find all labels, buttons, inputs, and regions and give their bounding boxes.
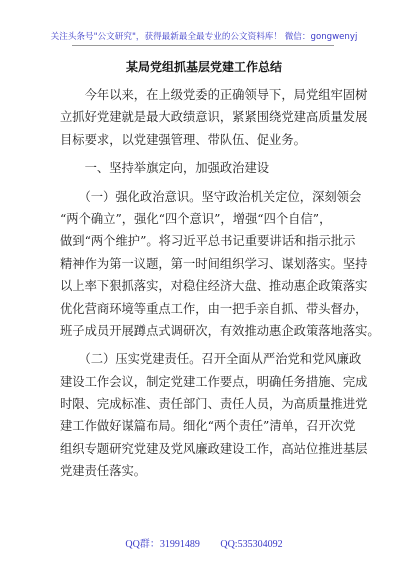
text-line: 一、坚持举旗定向，加强政治建设 xyxy=(60,161,270,176)
qq-group-label: QQ群：31991489 xyxy=(125,539,200,550)
page-footer xyxy=(0,535,408,550)
document-title: 某局党组抓基层党建工作总结 xyxy=(125,60,282,74)
paragraph-intro xyxy=(60,84,368,151)
text-line: 目标要求，以党建强管理、带队伍、促业务。 xyxy=(60,132,306,147)
text-line: 党建责任落实。 xyxy=(60,464,147,479)
text-line: 精神作为第一议题，第一时间组织学习、谋划落实。坚持 xyxy=(60,256,368,271)
section-heading-1 xyxy=(60,157,350,179)
text-line: （一）强化政治意识。坚守政治机关定位，深刻领会 xyxy=(60,189,362,204)
text-line: “两个确立”，强化“四个意识”，增强“四个自信”， xyxy=(60,211,332,226)
page-header-banner: 关注头条号"公文研究"，获得最新最全最专业的公文资料库！ 微信：gongwenyj xyxy=(50,32,358,42)
text-line: 做到“两个维护”。将习近平总书记重要讲话和指示批示 xyxy=(60,234,356,249)
paragraph-political-awareness xyxy=(60,186,380,343)
text-line: 建工作做好谋篇布局。细化“两个责任”清单，召开次党 xyxy=(60,419,356,434)
paragraph-party-responsibility xyxy=(60,348,368,482)
text-line: 立抓好党建就是最大政绩意识，紧紧围绕党建高质量发展 xyxy=(60,110,368,125)
document-body xyxy=(60,84,380,483)
text-line: 时限、完成标准、责任部门、责任人员，为高质量推进党 xyxy=(60,397,368,412)
text-line: 建设工作会议，制定党建工作要点，明确任务措施、完成 xyxy=(60,374,368,389)
text-line: 优化营商环境等重点工作，由一把手亲自抓、带头督办， xyxy=(60,301,368,316)
text-line: 以上率下狠抓落实，对稳住经济大盘、推动惠企政策落实 xyxy=(60,279,368,294)
header-divider xyxy=(72,45,334,46)
text-line: 班子成员开展蹲点式调研次，有效推动惠企政策落地落实。 xyxy=(60,323,380,338)
text-line: 今年以来，在上级党委的正确领导下，局党组牢固树 xyxy=(60,88,368,102)
qq-contact-label: QQ:535304092 xyxy=(220,539,283,550)
text-line: （二）压实党建责任。召开全面从严治党和党风廉政 xyxy=(60,352,362,367)
text-line: 组织专题研究党建及党风廉政建设工作，高站位推进基层 xyxy=(60,441,368,456)
